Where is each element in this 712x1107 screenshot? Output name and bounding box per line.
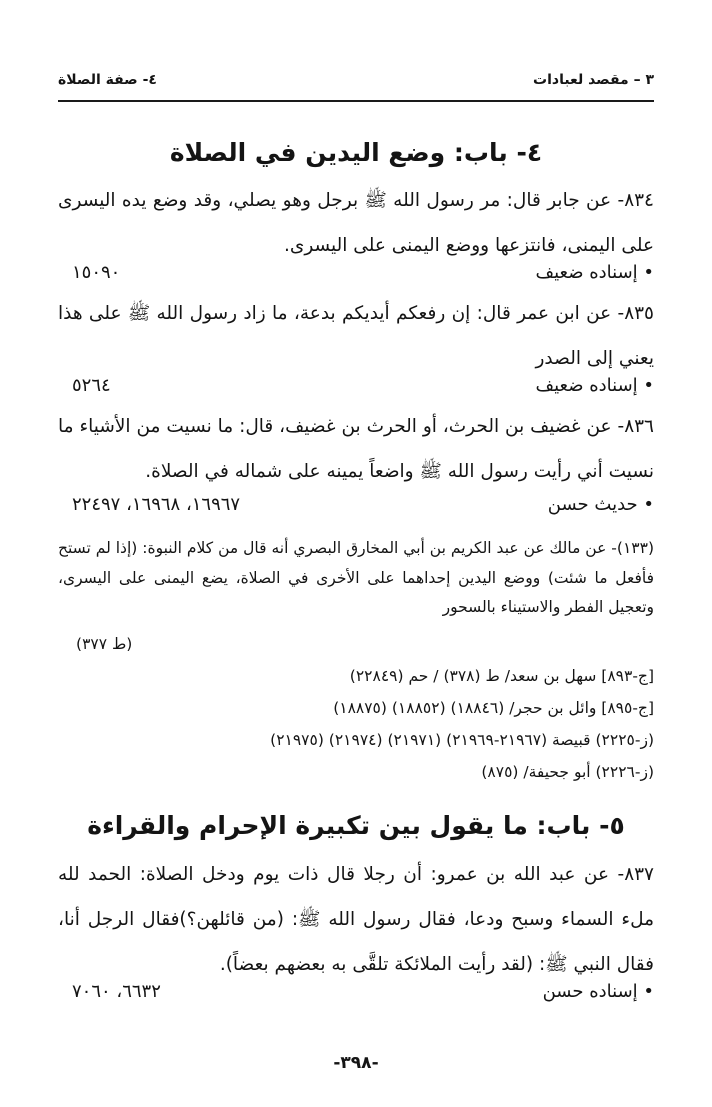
hadith-text: ٨٣٥- عن ابن عمر قال: إن رفعكم أيديكم بدعة، ما زاد رسول الله ﷺ على هذا يعني إلى الصدر bbox=[58, 303, 654, 369]
hadith-grade: • إسناده ضعيف bbox=[535, 375, 654, 396]
section-heading: ٥- باب: ما يقول بين تكبيرة الإحرام والقراءة bbox=[87, 811, 625, 840]
hadith-text: ٨٣٤- عن جابر قال: مر رسول الله ﷺ برجل وهو يصلي، وقد وضع يده اليسرى على اليمنى، فانتزعها ووضع اليمنى على اليسرى. bbox=[58, 190, 654, 256]
cross-ref-line: [ج-٨٩٥] وائل بن حجر/ (١٨٨٤٦) (١٨٨٥٢) (١٨٨٧٥) bbox=[333, 699, 654, 717]
hadith-grade: • إسناده حسن bbox=[542, 981, 654, 1002]
athar-note: (١٣٣)- عن مالك عن عبد الكريم بن أبي المخارق البصري أنه قال من كلام النبوة: (إذا لم تستح فأفعل ما شئت) ووضع اليدين إحداهما على الأخرى في الصلاة، يضع اليمنى على اليسرى، وتعجيل الفطر والاستيناء بالسحور bbox=[58, 539, 654, 616]
cross-ref-line: (ز-٢٢٢٥) قبيصة (٢١٩٦٧-٢١٩٦٩) (٢١٩٧١) (٢١٩٧٤) (٢١٩٧٥) bbox=[270, 731, 654, 749]
hadith-text: ٨٣٧- عن عبد الله بن عمرو: أن رجلا قال ذات يوم ودخل الصلاة: الحمد لله ملء السماء وسبح ودعا، فقال رسول الله ﷺ: (من قائلهن؟)فقال الرجل أنا، فقال النبي ﷺ: (لقد رأيت الملائكة تلقَّى به بعضهم بعضاً). bbox=[58, 864, 654, 975]
hadith-refs: ١٥٠٩٠ bbox=[72, 262, 121, 283]
header-book-title: ٣ – مقصد لعبادات bbox=[533, 72, 654, 88]
hadith-grade-row bbox=[58, 375, 654, 405]
hadith-text: ٨٣٦- عن غضيف بن الحرث، أو الحرث بن غضيف، قال: ما نسيت من الأشياء ما نسيت أني رأيت رسول الله ﷺ واضعاً يمينه على شماله في الصلاة. bbox=[58, 416, 654, 482]
header-divider bbox=[58, 100, 654, 102]
hadith-grade: • إسناده ضعيف bbox=[535, 262, 654, 283]
running-header bbox=[58, 72, 654, 94]
hadith-refs: ٦٦٣٢، ٧٠٦٠ bbox=[72, 981, 161, 1002]
section-heading: ٤- باب: وضع اليدين في الصلاة bbox=[169, 138, 543, 167]
hadith-refs: ١٦٩٦٧، ١٦٩٦٨، ٢٢٤٩٧ bbox=[72, 494, 241, 515]
athar-note-ref: (ط ٣٧٧) bbox=[76, 635, 133, 653]
hadith-grade: • حديث حسن bbox=[547, 494, 654, 515]
hadith-grade-row bbox=[58, 262, 654, 292]
header-chapter-title: ٤- صفة الصلاة bbox=[58, 72, 157, 88]
hadith-grade-row bbox=[58, 494, 654, 524]
hadith-refs: ٥٢٦٤ bbox=[72, 375, 111, 396]
hadith-grade-row bbox=[58, 981, 654, 1011]
cross-ref-line: [ج-٨٩٣] سهل بن سعد/ ط (٣٧٨) / حم (٢٢٨٤٩) bbox=[349, 667, 654, 685]
cross-ref-line: (ز-٢٢٢٦) أبو جحيفة/ (٨٧٥) bbox=[481, 763, 654, 781]
page-number: -٣٩٨- bbox=[333, 1053, 379, 1073]
